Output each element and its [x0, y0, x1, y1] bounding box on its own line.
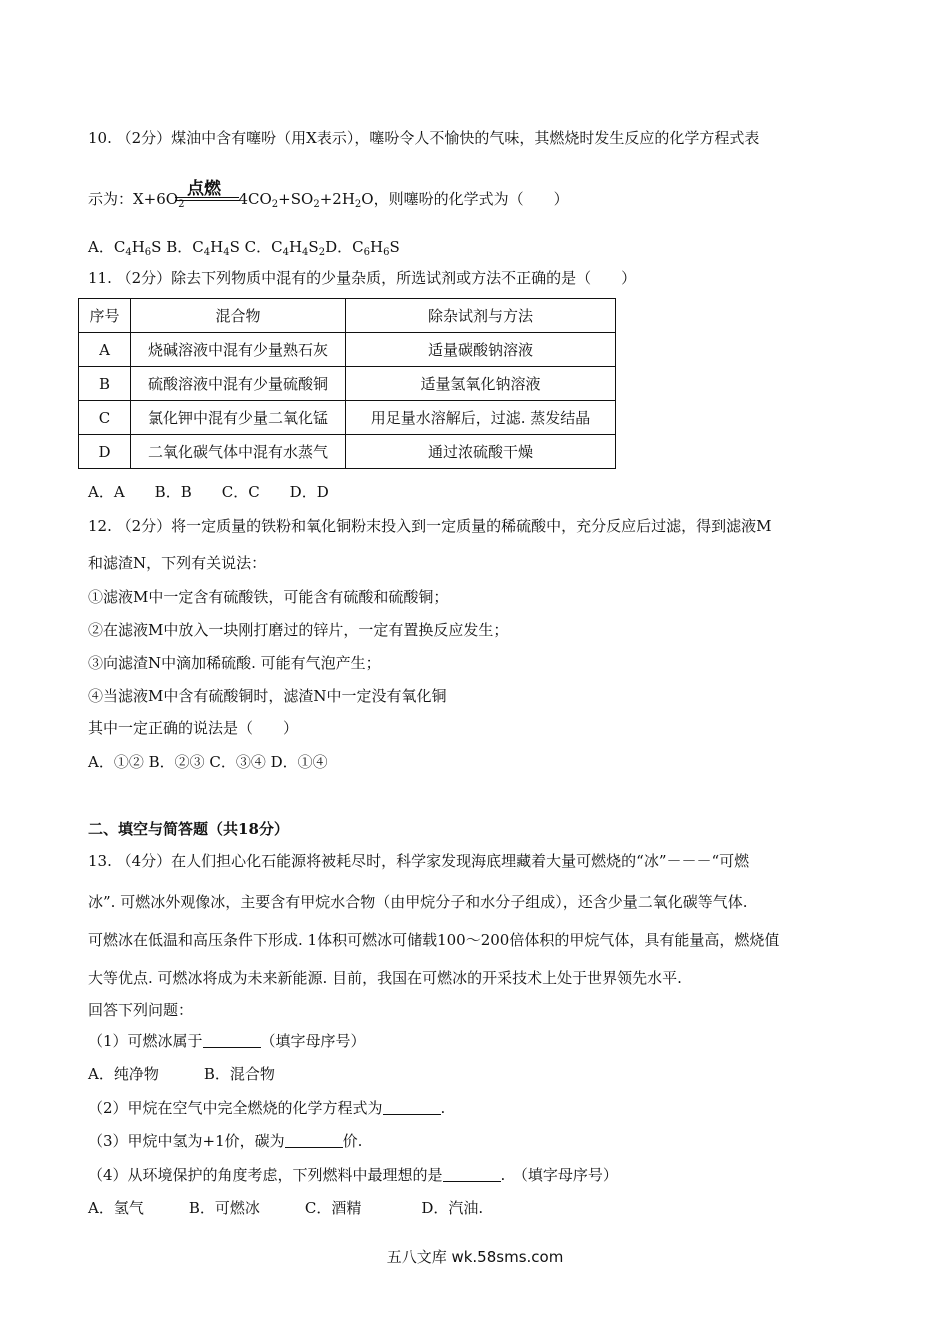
table-header: 混合物: [131, 299, 346, 333]
q11-stem: 11. （2分）除去下列物质中混有的少量杂质，所选试剂或方法不正确的是（ ）: [88, 269, 637, 287]
q13-part-1-options: A．纯净物 B．混合物: [88, 1065, 275, 1083]
reaction-condition-label: 点燃: [187, 179, 221, 199]
q13-stem-line3: 可燃冰在低温和高压条件下形成. 1体积可燃冰可储载100～200倍体积的甲烷气体，具有能量高，燃烧值: [88, 931, 780, 949]
eq-sub: 2: [354, 199, 362, 210]
eq-sub: 2: [271, 199, 279, 210]
table-row: [79, 367, 616, 401]
table-cell: 二氧化碳气体中混有水蒸气: [131, 435, 346, 469]
eq-sub: 2: [178, 199, 185, 210]
q11-options: A．A B．B C．C D．D: [88, 483, 329, 501]
answer-blank[interactable]: [285, 1132, 343, 1148]
q12-statement-3: ③向滤渣N中滴加稀硫酸. 可能有气泡产生；: [88, 654, 381, 672]
table-cell: D: [79, 435, 131, 469]
eq-product-2: +SO: [278, 190, 314, 208]
q13-stem-line4: 大等优点. 可燃冰将成为未来新能源. 目前，我国在可燃冰的开采技术上处于世界领先水平.: [88, 969, 682, 987]
q13-part-4-options: A．氢气 B．可燃冰 C．酒精 D．汽油.: [88, 1199, 484, 1217]
footer-watermark: 五八文库 wk.58sms.com: [386, 1248, 564, 1266]
q12-statement-1: ①滤液M中一定含有硫酸铁，可能含有硫酸和硫酸铜；: [88, 588, 449, 606]
section-2-title: 二、填空与简答题（共18分）: [88, 820, 289, 838]
q12-statement-2: ②在滤液M中放入一块刚打磨过的锌片，一定有置换反应发生；: [88, 621, 509, 639]
q10-options: A．$C_4H_6S$ B．$C_4H_4S$ C．$C_4H_4S_2D$．$C_6H_6S$: [88, 238, 400, 258]
answer-blank[interactable]: [443, 1166, 501, 1182]
q13-part-1: （1）可燃冰属于 （填字母序号）: [88, 1032, 366, 1050]
table-header: 除杂试剂与方法: [346, 299, 616, 333]
table-cell: C: [79, 401, 131, 435]
q13-part-3: （3）甲烷中氢为+1价，碳为 价.: [88, 1132, 363, 1150]
q13-stem-line2: 冰”. 可燃冰外观像冰，主要含有甲烷水合物（由甲烷分子和水分子组成），还含少量二氧化碳等气体.: [88, 893, 748, 911]
answer-blank[interactable]: [203, 1032, 261, 1048]
table-header-row: [79, 299, 616, 333]
eq-sub: 2: [313, 199, 320, 210]
answer-blank[interactable]: [383, 1099, 441, 1115]
table-cell: 通过浓硫酸干燥: [346, 435, 616, 469]
q12-options: A．①② B．②③ C．③④ D．①④: [88, 753, 328, 771]
table-row: [79, 435, 616, 469]
q12-stem-line2: 和滤渣N，下列有关说法：: [88, 554, 267, 572]
q12-stem-line1: 12. （2分）将一定质量的铁粉和氧化铜粉末投入到一定质量的稀硫酸中，充分反应后过滤，得到滤液M: [88, 517, 772, 535]
q10-stem-line1: 10. （2分）煤油中含有噻吩（用X表示），噻吩令人不愉快的气味，其燃烧时发生反应的化学方程式表: [88, 129, 760, 147]
table-row: [79, 333, 616, 367]
table-cell: A: [79, 333, 131, 367]
purification-table: [78, 298, 616, 469]
q10-equation-line: [88, 189, 569, 215]
q13-part-2: （2）甲烷在空气中完全燃烧的化学方程式为 .: [88, 1099, 446, 1117]
table-cell: 用足量水溶解后，过滤. 蒸发结晶: [346, 401, 616, 435]
q13-answer-intro: 回答下列问题：: [88, 1001, 194, 1019]
table-row: [79, 401, 616, 435]
eq-product-1: 4CO: [238, 190, 272, 208]
table-cell: 烧碱溶液中混有少量熟石灰: [131, 333, 346, 367]
table-header: 序号: [79, 299, 131, 333]
q13-stem-line1: 13. （4分）在人们担心化石能源将被耗尽时，科学家发现海底埋藏着大量可燃烧的“冰”－－－“可燃: [88, 852, 750, 870]
eq-product-3: +2H: [319, 190, 355, 208]
eq-left-side: 示为：X+6O: [88, 190, 179, 208]
q12-ask: 其中一定正确的说法是（ ）: [88, 719, 299, 737]
eq-suffix: O，则噻吩的化学式为（ ）: [361, 190, 569, 208]
table-cell: 氯化钾中混有少量二氧化锰: [131, 401, 346, 435]
table-cell: 适量碳酸钠溶液: [346, 333, 616, 367]
table-cell: B: [79, 367, 131, 401]
q12-statement-4: ④当滤液M中含有硫酸铜时，滤渣N中一定没有氧化铜: [88, 687, 447, 705]
table-cell: 硫酸溶液中混有少量硫酸铜: [131, 367, 346, 401]
table-cell: 适量氢氧化钠溶液: [346, 367, 616, 401]
q13-part-4: （4）从环境保护的角度考虑，下列燃料中最理想的是 . （填字母序号）: [88, 1166, 618, 1184]
